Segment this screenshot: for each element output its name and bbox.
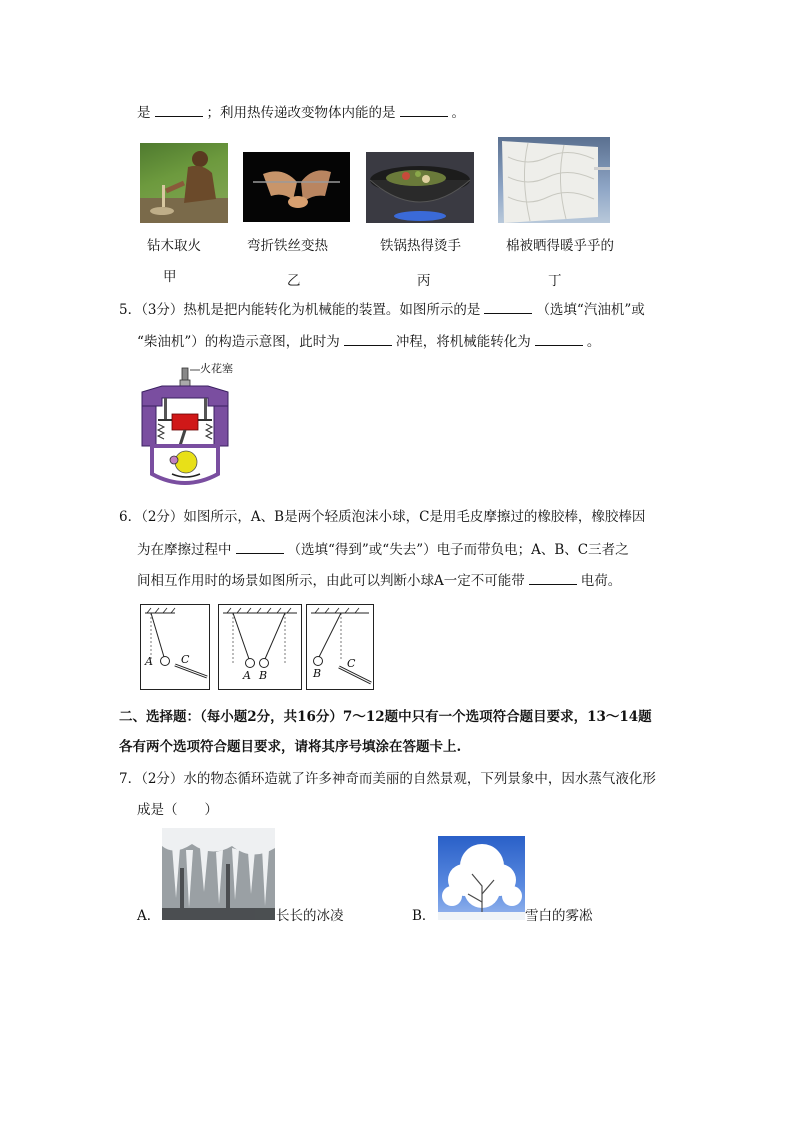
ball-a-label: A — [243, 669, 251, 682]
answer-blank[interactable] — [344, 333, 392, 346]
intro-end: 。 — [451, 105, 465, 121]
q5-line2 — [137, 333, 600, 351]
photo-quilt — [498, 137, 610, 223]
q5-text-e: 。 — [586, 334, 601, 350]
q7-line2: 成是（ ） — [137, 802, 218, 818]
q6-text-e: 电荷。 — [580, 573, 622, 589]
q5-line1 — [119, 301, 645, 319]
rod-c-label: C — [347, 657, 356, 670]
intro-line — [137, 104, 465, 122]
q6-text-d: 间相互作用时的场景如图所示，由此可以判断小球A一定不可能带 — [137, 573, 525, 589]
ball-b-label: B — [259, 669, 268, 682]
intro-mid: ；利用热传递改变物体内能的是 — [206, 105, 396, 121]
answer-blank[interactable] — [529, 572, 577, 585]
caption-1: 钻木取火 — [147, 238, 201, 254]
q5-text-d: 冲程，将机械能转化为 — [395, 334, 531, 350]
q7-line1: 7．（2分）水的物态循环造就了许多神奇而美丽的自然景观，下列景象中，因水蒸气液化形 — [119, 771, 656, 787]
q6-text-a: 6．（2分）如图所示，A、B是两个轻质泡沫小球，C是用毛皮摩擦过的橡胶棒，橡胶棒因 — [119, 509, 646, 525]
caption-4: 棉被晒得暖乎乎的 — [506, 238, 614, 254]
label-2: 乙 — [287, 273, 301, 289]
engine-diagram — [138, 362, 248, 490]
label-1: 甲 — [163, 269, 177, 285]
photo-bending-wire — [243, 152, 350, 222]
rod-c-label: C — [181, 653, 190, 666]
section2-line2: 各有两个选项符合题目要求，请将其序号填涂在答题卡上. — [119, 739, 462, 755]
answer-blank[interactable] — [484, 301, 532, 314]
section2-line1: 二、选择题：（每小题2分，共16分）7～12题中只有一个选项符合题目要求，13～14题 — [119, 709, 652, 725]
spark-plug-label: 火花塞 — [200, 362, 233, 375]
q5-text-a: 5．（3分）热机是把内能转化为机械能的装置。如图所示的是 — [119, 302, 481, 318]
option-a-text[interactable]: 长长的冰凌 — [276, 908, 344, 924]
ball-a-label: A — [145, 655, 153, 668]
option-b-label[interactable]: B． — [412, 908, 436, 924]
ball-b-label: B — [313, 667, 322, 680]
caption-3: 铁锅热得烫手 — [380, 238, 461, 254]
q5-text-b: （选填“汽油机”或 — [536, 302, 645, 318]
photo-drilling-wood — [140, 143, 228, 223]
q6-text-b: 为在摩擦过程中 — [137, 542, 232, 558]
answer-blank[interactable] — [400, 104, 448, 117]
caption-2: 弯折铁丝变热 — [247, 238, 328, 254]
q5-text-c: “柴油机”）的构造示意图，此时为 — [137, 334, 340, 350]
answer-blank[interactable] — [535, 333, 583, 346]
label-3: 丙 — [417, 273, 431, 289]
answer-blank[interactable] — [155, 104, 203, 117]
option-a-label[interactable]: A． — [137, 908, 161, 924]
intro-prefix: 是 — [137, 105, 151, 121]
charge-figure-1 — [140, 604, 210, 690]
q6-line1 — [119, 508, 645, 526]
q6-line3 — [137, 572, 621, 590]
q6-line2 — [137, 541, 629, 559]
photo-icicles[interactable] — [162, 828, 275, 920]
photo-iron-wok — [366, 152, 474, 223]
option-b-text[interactable]: 雪白的雾凇 — [525, 908, 593, 924]
charge-figure-2 — [218, 604, 302, 690]
label-4: 丁 — [548, 273, 562, 289]
q6-text-c: （选填“得到”或“失去”）电子而带负电；A、B、C三者之 — [287, 542, 629, 558]
answer-blank[interactable] — [236, 541, 284, 554]
charge-figure-3 — [306, 604, 374, 690]
photo-rime[interactable] — [438, 836, 525, 920]
